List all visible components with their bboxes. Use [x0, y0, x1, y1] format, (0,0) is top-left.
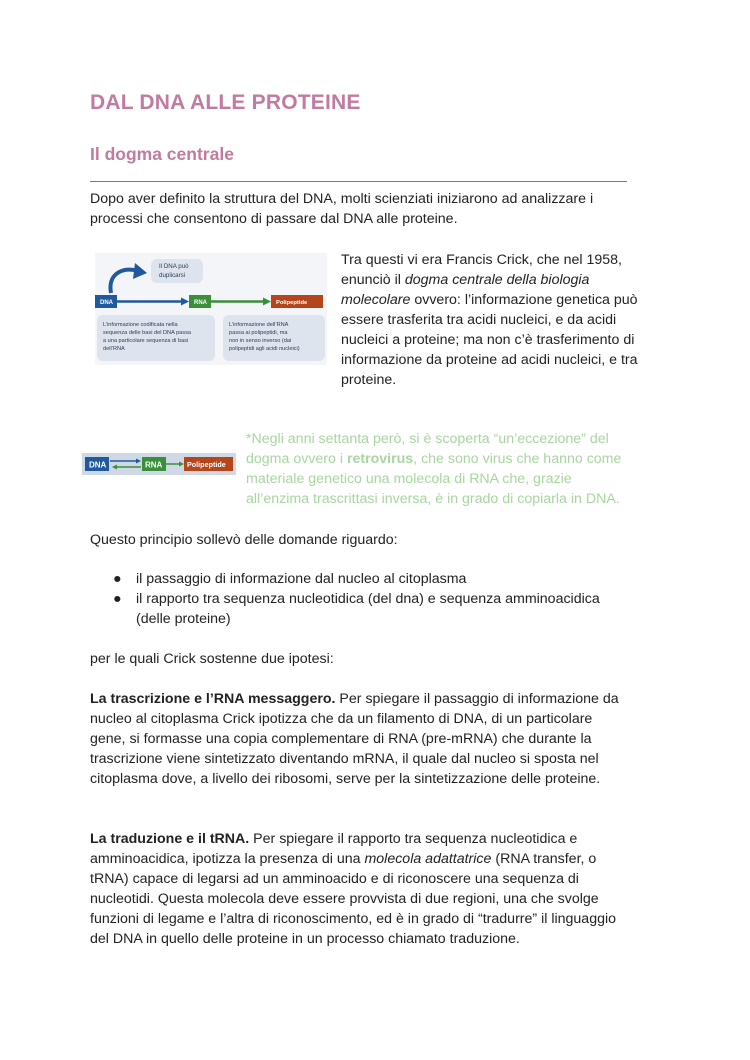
intro-line: Dopo aver definito la struttura del DNA, molti scienziati iniziarono ad analizzare i: [90, 191, 594, 207]
translation-line: amminoacidica, ipotizza la presenza di una: [90, 851, 365, 867]
questions-list: [110, 569, 630, 629]
translation-emphasis: molecola adattatrice: [364, 851, 492, 867]
crick-line: ovvero: l’informazione genetica può: [410, 292, 638, 308]
bubble-top-text: Il DNA può: [159, 263, 189, 270]
crick-emphasis: dogma centrale della biologia: [404, 272, 590, 288]
page-title: DAL DNA ALLE PROTEINE: [90, 91, 361, 114]
polypeptide-label: Polipeptide: [276, 300, 308, 306]
central-dogma-diagram: [95, 253, 327, 365]
retrovirus-diagram: [82, 453, 236, 475]
crick-line: proteine.: [341, 372, 397, 388]
crick-line: informazione da proteine ad acidi nucleici, e tra: [341, 352, 638, 368]
transcription-heading: La trascrizione e l’RNA messaggero.: [90, 691, 336, 707]
retrovirus-line: , che sono virus che hanno come: [413, 451, 622, 467]
transcription-line: gene, si formasse una copia complementare di RNA (pre-mRNA) che durante la: [90, 731, 592, 747]
dna-label: DNA: [89, 460, 107, 470]
crick-emphasis: molecolare: [341, 292, 411, 308]
translation-heading: La traduzione e il tRNA.: [90, 831, 250, 847]
principle-text: Questo principio sollevò delle domande riguardo:: [90, 532, 398, 548]
retrovirus-term: retrovirus: [346, 451, 414, 467]
translation-line: Per spiegare il rapporto tra sequenza nucleotidica e: [249, 831, 578, 847]
retrovirus-line: all’enzima trascrittasi inversa, è in grado di copiarla in DNA.: [246, 491, 620, 507]
bullet-icon: ●: [113, 571, 122, 587]
translation-line: del DNA in quello delle proteine in un processo chiamato traduzione.: [90, 931, 520, 947]
retrovirus-line: materiale genetico una molecola di RNA che, grazie: [246, 471, 572, 487]
transcription-line: nucleo al citoplasma Crick ipotizza che da un filamento di DNA, di un particolare: [90, 711, 593, 727]
crick-line: enunciò il: [341, 272, 405, 288]
retrovirus-note: [246, 429, 686, 509]
bubble-left-text: sequenza delle basi del DNA passa: [103, 330, 192, 336]
list-item: [110, 569, 630, 589]
list-item-text: il passaggio di informazione dal nucleo al citoplasma: [136, 571, 467, 587]
retrovirus-line: dogma ovvero i: [246, 451, 347, 467]
polypeptide-label: Polipeptide: [187, 460, 226, 469]
rna-label: RNA: [145, 460, 163, 470]
transcription-line: Per spiegare il passaggio di informazione da: [335, 691, 619, 707]
dna-label: DNA: [100, 300, 113, 306]
bubble-right-text: L’informazione dell’RNA: [229, 322, 289, 328]
intro-line: processi che consentono di passare dal DNA alle proteine.: [90, 211, 458, 227]
bubble-left-text: L’informazione codificata nella: [103, 322, 178, 328]
translation-line: (RNA transfer, o: [491, 851, 597, 867]
hypotheses-text: per le quali Crick sostenne due ipotesi:: [90, 651, 334, 667]
bubble-right-text: passa ai polipeptidi, ma: [229, 330, 288, 336]
transcription-line: trascrizione viene sintetizzato diventando mRNA, il quale dal nucleo si sposta nel: [90, 751, 599, 767]
rna-label: RNA: [194, 300, 207, 306]
crick-line: nucleici a proteine; ma non c’è trasferimento di: [341, 332, 635, 348]
bubble-left-text: a una particolare sequenza di basi: [103, 338, 189, 344]
bullet-icon: ●: [113, 591, 122, 607]
translation-line: tRNA) capace di legarsi ad un amminoacido e di riconoscere una sequenza di: [90, 871, 579, 887]
translation-paragraph: [90, 829, 670, 949]
bubble-left-text: dell’RNA: [103, 346, 125, 352]
translation-line: funzioni di legame e l’altra di riconoscimento, ed è in grado di “tradurre” il linguaggio: [90, 911, 617, 927]
transcription-paragraph: [90, 689, 670, 789]
bubble-right-text: non in senso inverso (dai: [229, 338, 292, 344]
crick-paragraph: [341, 250, 661, 390]
divider: [90, 181, 627, 182]
translation-line: nucleotidi. Questa molecola deve essere provvista di due regioni, una che svolge: [90, 891, 599, 907]
list-item-text: il rapporto tra sequenza nucleotidica (del dna) e sequenza amminoacidica: [136, 591, 600, 607]
bubble-top-text: duplicarsi: [159, 272, 186, 279]
list-item-text: (delle proteine): [136, 611, 231, 627]
section-subtitle: Il dogma centrale: [90, 144, 234, 164]
crick-line: Tra questi vi era Francis Crick, che nel 1958,: [341, 252, 622, 268]
retrovirus-line: *Negli anni settanta però, si è scoperta “un’eccezione” del: [246, 431, 609, 447]
list-item: [110, 589, 630, 629]
transcription-line: citoplasma dove, a livello dei ribosomi, serve per la sintetizzazione delle proteine.: [90, 771, 601, 787]
crick-line: essere trasferita tra acidi nucleici, e da acidi: [341, 312, 617, 328]
bubble-right-text: polipeptidi agli acidi nucleici): [229, 346, 300, 352]
intro-paragraph: [90, 189, 650, 229]
